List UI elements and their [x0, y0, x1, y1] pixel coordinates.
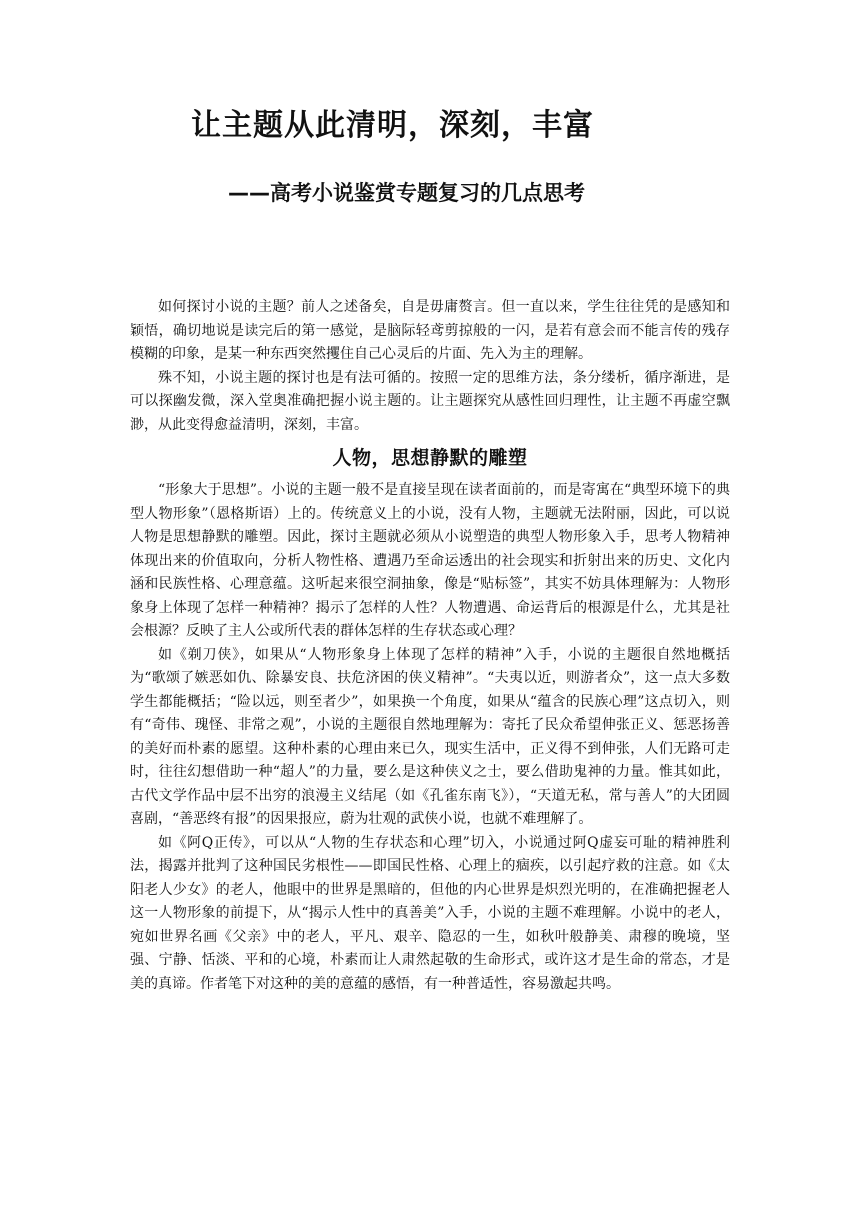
document-body: [130, 296, 730, 996]
intro-paragraph: 殊不知，小说主题的探讨也是有法可循的。按照一定的思维方法，条分缕析，循序渐进，是可以探幽发微，深入堂奥准确把握小说主题的。让主题探究从感性回归理性，让主题不再虚空飘渺，从此变得愈益清明，深刻，丰富。: [130, 369, 730, 433]
section-paragraph: 如《剃刀侠》，如果从“人物形象身上体现了怎样的精神”入手，小说的主题很自然地概括为“歌颂了嫉恶如仇、除暴安良、扶危济困的侠义精神”。“夫夷以近，则游者众”，这一点大多数学生都能概括；“险以远，则至者少”，如果换一个角度，如果从“蕴含的民族心理”这点切入，则有“奇伟、瑰怪、非常之观”，小说的主题很自然地理解为：寄托了民众希望伸张正义、惩恶扬善的美好而朴素的愿望。这种朴素的心理由来已久，现实生活中，正义得不到伸张，人们无路可走时，往往幻想借助一种“超人”的力量，要么是这种侠义之士，要么借助鬼神的力量。惟其如此，古代文学作品中层不出穷的浪漫主义结尾（如《孔雀东南飞》），“天道无私，常与善人”的大团圆喜剧，“善恶终有报”的因果报应，蔚为壮观的武侠小说，也就不难理解了。: [130, 646, 730, 827]
page-title: 让主题从此清明，深刻，丰富: [191, 108, 594, 143]
section-heading: 人物，思想静默的雕塑: [332, 447, 528, 469]
page-subtitle: ——高考小说鉴赏专题复习的几点思考: [228, 181, 585, 205]
section-paragraph: “形象大于思想”。小说的主题一般不是直接呈现在读者面前的，而是寄寓在“典型环境下的典型人物形象”（恩格斯语）上的。传统意义上的小说，没有人物，主题就无法附丽，因此，可以说人物是思想静默的雕塑。因此，探讨主题就必须从小说塑造的典型人物形象入手，思考人物精神体现出来的价值取向，分析人物性格、遭遇乃至命运透出的社会现实和折射出来的历史、文化内涵和民族性格、心理意蕴。这听起来很空洞抽象，像是“贴标签”，其实不妨具体理解为：人物形象身上体现了怎样一种精神？揭示了怎样的人性？人物遭遇、命运背后的根源是什么，尤其是社会根源？反映了主人公或所代表的群体怎样的生存状态或心理？: [130, 482, 730, 639]
intro-paragraph: 如何探讨小说的主题？前人之述备矣，自是毋庸赘言。但一直以来，学生往往凭的是感知和颖悟，确切地说是读完后的第一感觉，是脑际轻鸢剪掠般的一闪，是若有意会而不能言传的残存模糊的印象，是某一种东西突然攫住自己心灵后的片面、先入为主的理解。: [130, 299, 730, 362]
section-paragraph: 如《阿Q正传》，可以从“人物的生存状态和心理”切入，小说通过阿Q虚妄可耻的精神胜利法，揭露并批判了这种国民劣根性——即国民性格、心理上的痼疾，以引起疗救的注意。如《太阳老人少女》的老人，他眼中的世界是黑暗的，但他的内心世界是炽烈光明的，在准确把握老人这一人物形象的前提下，从“揭示人性中的真善美”入手，小说的主题不难理解。小说中的老人，宛如世界名画《父亲》中的老人，平凡、艰辛、隐忍的一生，如秋叶般静美、肃穆的晚境，坚强、宁静、恬淡、平和的心境，朴素而让人肃然起敬的生命形式，或许这才是生命的常态，才是美的真谛。作者笔下对这种的美的意蕴的感悟，有一种普适性，容易激起共鸣。: [130, 834, 730, 992]
